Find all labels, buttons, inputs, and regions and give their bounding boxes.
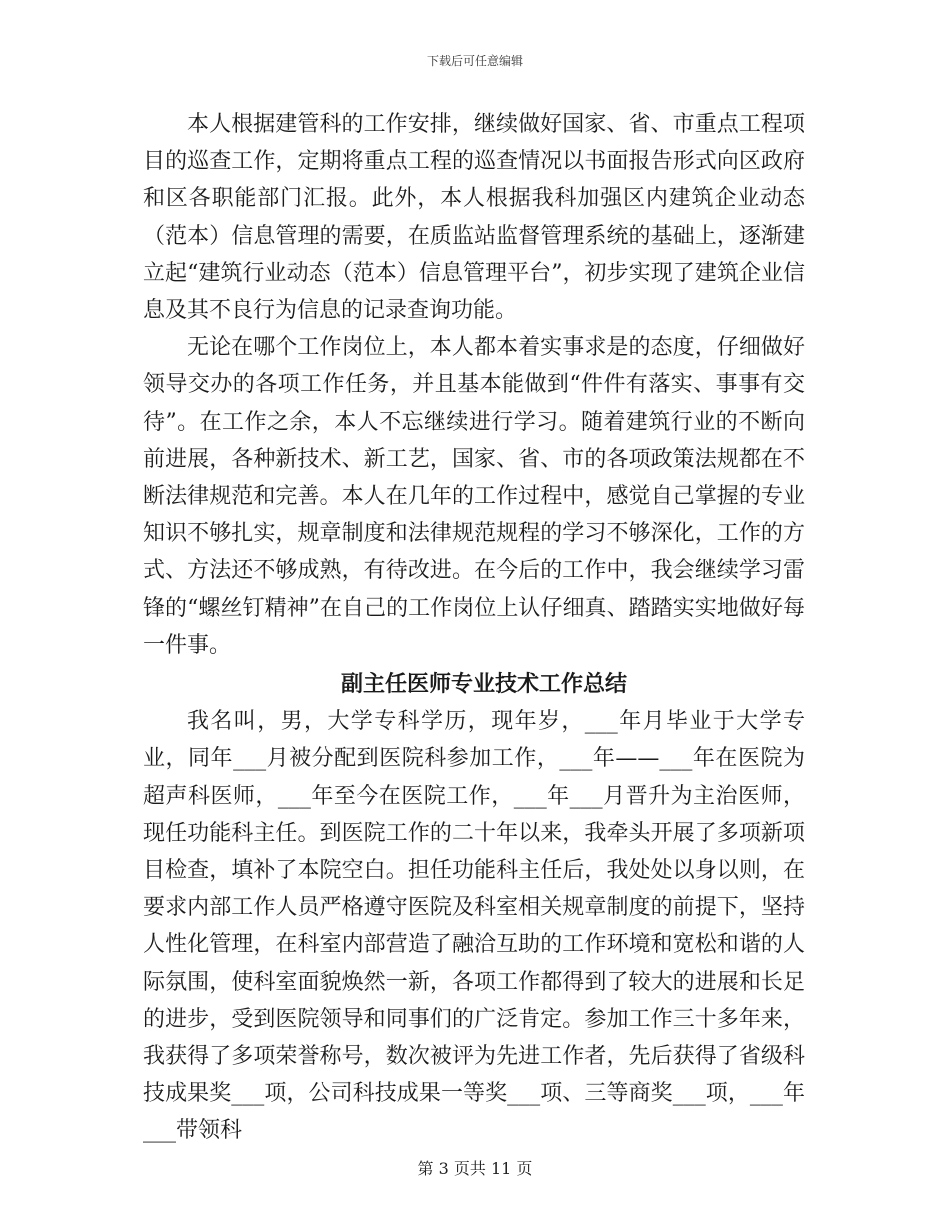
section-title: 副主任医师专业技术工作总结: [340, 671, 627, 698]
paragraph-2: 无论在哪个工作岗位上，本人都本着实事求是的态度，仔细做好领导交办的各项工作任务，并且基本能做到“件件有落实、事事有交待”。在工作之余，本人不忘继续进行学习。随着建筑行业的不断向前进展，各种新技术、新工艺，国家、省、市的各项政策法规都在不断法律规范和完善。本人在几年的工作过程中，感觉自己掌握的专业知识不够扎实，规章制度和法律规范规程的学习不够深化，工作的方式、方法还不够成熟，有待改进。在今后的工作中，我会继续学习雷锋的“螺丝钉精神”在自己的工作岗位上认仔细真、踏踏实实地做好每一件事。: [143, 335, 805, 658]
header-note: 下载后可任意编辑: [426, 54, 523, 68]
paragraph-3: 我名叫，男，大学专科学历，现年岁，___年月毕业于大学专业，同年___月被分配到医院科参加工作，___年——___年在医院为超声科医师，___年至今在医院工作，___年___月晋升为主治医师，现任功能科主任。到医院工作的二十年以来，我牵头开展了多项新项目检查，填补了本院空白。担任功能科主任后，我处处以身以则，在要求内部工作人员严格遵守医院及科室相关规章制度的前提下，坚持人性化管理，在科室内部营造了融洽互助的工作环境和宽松和谐的人际氛围，使科室面貌焕然一新，各项工作都得到了较大的进展和长足的进步，受到医院领导和同事们的广泛肯定。参加工作三十多年来，我获得了多项荣誉称号，数次被评为先进工作者，先后获得了省级科技成果奖___项，公司科技成果一等奖___项、三等商奖___项，___年___带领科: [143, 709, 805, 1144]
document-body: [143, 106, 805, 1150]
page-number: 第 3 页共 11 页: [417, 1159, 533, 1178]
paragraph-1: 本人根据建管科的工作安排，继续做好国家、省、市重点工程项目的巡查工作，定期将重点工程的巡查情况以书面报告形式向区政府和区各职能部门汇报。此外，本人根据我科加强区内建筑企业动态（范本）信息管理的需要，在质监站监督管理系统的基础上，逐渐建立起“建筑行业动态（范本）信息管理平台”，初步实现了建筑企业信息及其不良行为信息的记录查询功能。: [143, 112, 805, 324]
